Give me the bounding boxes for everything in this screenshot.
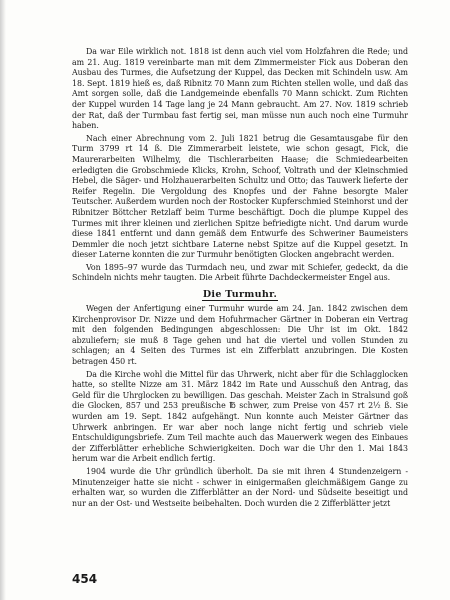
section-heading xyxy=(72,289,408,300)
page-edge-shadow xyxy=(0,0,6,600)
text-body xyxy=(72,47,408,509)
paragraph-2: Nach einer Abrechnung vom 2. Juli 1821 betrug die Gesamtausgabe für den Turm 3799 rt 14 ß. Die Zimmerarbeit leistete, wie schon gesagt, Fick, die Maurerarbeiten Wilhelmy, die Tischlerarbeiten Haase; die Schmiedearbeiten erledigten die Grobschmiede Klicks, Krohn, Schoof, Voltrath und der Kleinschmied Hebel, die Säger- und Holzhauerarbeiten Schultz und Otto; das Tauwerk lieferte der Reifer Regelin. Die Vergoldung des Knopfes und der Fahne besorgte Maler Teutscher. Außerdem wurden noch der Rostocker Kupferschmied Steinhorst und der Ribnitzer Böttcher Retzlaff beim Turme beschäftigt. Doch die plumpe Kuppel des Turmes mit ihrer kleinen und zierlichen Spitze befriedigte nicht. Und darum wurde diese 1841 entfernt und dann gemäß dem Entwurfe des Schweriner Baumeisters Demmler die noch jetzt sichtbare Laterne nebst Spitze auf die Kuppel gesetzt. In dieser Laterne konnten die zur Turmuhr benötigten Glocken angebracht werden. xyxy=(72,133,408,260)
paragraph-3: Von 1895–97 wurde das Turmdach neu, und zwar mit Schiefer, gedeckt, da die Schindeln nichts mehr taugten. Die Arbeit führte Dachdeckermeister Engel aus. xyxy=(72,262,408,283)
paragraph-5: Da die Kirche wohl die Mittel für das Uhrwerk, nicht aber für die Schlagglocken hatte, so stellte Nizze am 31. März 1842 im Rate und Ausschuß den Antrag, das Geld für die Uhrglocken zu bewilligen. Das geschah. Meister Zach in Stralsund goß die Glocken, 857 und 253 preußische ℔ schwer, zum Preise von 457 rt 2½ ß. Sie wurden am 19. Sept. 1842 aufgehängt. Nun konnte auch Meister Gärtner das Uhrwerk anbringen. Er war aber noch lange nicht fertig und schrieb viele Entschuldigungsbriefe. Zum Teil machte auch das Mauerwerk wegen des Einbaues der Zifferblätter erhebliche Schwierigkeiten. Doch war die Uhr den 1. Mai 1843 herum war die Arbeit endlich fertig. xyxy=(72,369,408,464)
paragraph-4: Wegen der Anfertigung einer Turmuhr wurde am 24. Jan. 1842 zwischen dem Kirchenprovisor Dr. Nizze und dem Hofuhrmacher Gärtner in Doberan ein Vertrag mit den folgenden Bedingungen abgeschlossen: Die Uhr ist im Okt. 1842 abzuliefern; sie muß 8 Tage gehen und hat die viertel und vollen Stunden zu schlagen; an 4 Seiten des Turmes ist ein Zifferblatt anzubringen. Die Kosten betragen 450 rt. xyxy=(72,304,408,367)
section-heading-text: Die Turmuhr. xyxy=(202,289,278,301)
paragraph-1: Da war Eile wirklich not. 1818 ist denn auch viel vom Holzfahren die Rede; und am 21. Aug. 1819 vereinbarte man mit dem Zimmermeister Fick aus Doberan den Ausbau des Turmes, die Aufsetzung der Kuppel, das Decken mit Schindeln usw. Am 18. Sept. 1819 hieß es, daß Ribnitz 70 Mann zum Richten stellen wolle, und daß das Amt sorgen solle, daß die Landgemeinde ebenfalls 70 Mann schickt. Zum Richten der Kuppel wurden 14 Tage lang je 24 Mann gebraucht. Am 27. Nov. 1819 schrieb der Rat, daß der Turmbau fast fertig sei, man müsse nun auch noch eine Turmuhr haben. xyxy=(72,47,408,131)
paragraph-6: 1904 wurde die Uhr gründlich überholt. Da sie mit ihren 4 Stundenzeigern - Minutenzeiger hatte sie nicht - schwer in einigermaßen gleichmäßigem Gange zu erhalten war, so wurden die Zifferblätter an der Nord- und Südseite beseitigt und nur an der Ost- und Westseite beibehalten. Doch wurden die 2 Zifferblätter jetzt xyxy=(72,466,408,508)
page-number: 454 xyxy=(72,572,98,586)
